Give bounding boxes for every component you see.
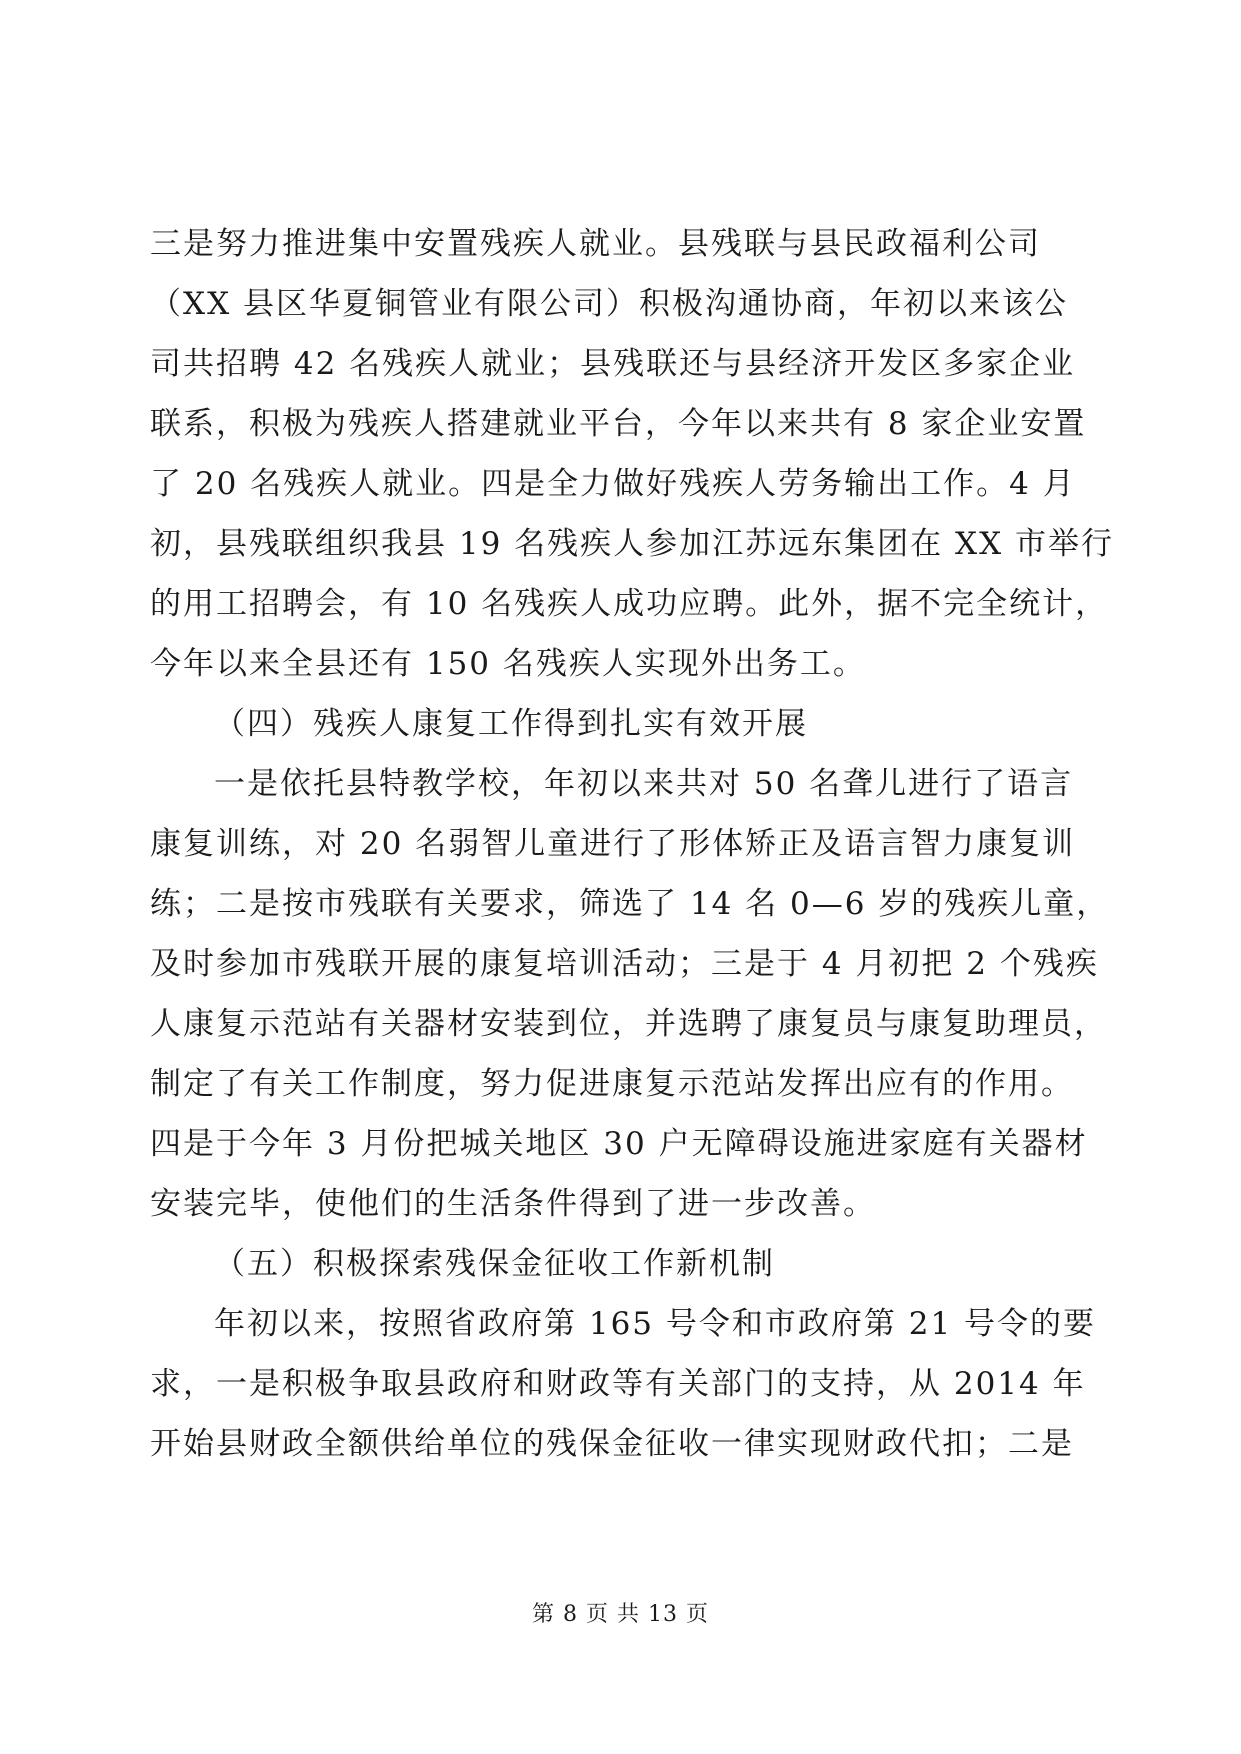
body-line: 今年以来全县还有 150 名残疾人实现外出务工。 <box>150 646 866 682</box>
body-line: 司共招聘 42 名残疾人就业；县残联还与县经济开发区多家企业 <box>150 346 1076 382</box>
body-line: 人康复示范站有关器材安装到位，并选聘了康复员与康复助理员， <box>150 1006 1107 1042</box>
body-line: 年初以来，按照省政府第 165 号令和市政府第 21 号令的要 <box>214 1306 1097 1342</box>
document-body <box>150 226 1114 1488</box>
body-line: 了 20 名残疾人就业。四是全力做好残疾人劳务输出工作。4 月 <box>150 466 1076 502</box>
body-line: 康复训练，对 20 名弱智儿童进行了形体矫正及语言智力康复训 <box>150 826 1076 862</box>
section-heading: （五）积极探索残保金征收工作新机制 <box>214 1246 775 1282</box>
body-line: （XX 县区华夏铜管业有限公司）积极沟通协商，年初以来该公 <box>150 286 1068 322</box>
body-line: 初，县残联组织我县 19 名残疾人参加江苏远东集团在 XX 市举行 <box>150 526 1114 562</box>
body-line: 开始县财政全额供给单位的残保金征收一律实现财政代扣；二是 <box>150 1426 1074 1462</box>
section-heading: （四）残疾人康复工作得到扎实有效开展 <box>214 706 808 742</box>
body-line: 安装完毕，使他们的生活条件得到了进一步改善。 <box>150 1186 876 1222</box>
body-line: 的用工招聘会，有 10 名残疾人成功应聘。此外，据不完全统计， <box>150 586 1109 622</box>
body-line: 及时参加市残联开展的康复培训活动；三是于 4 月初把 2 个残疾 <box>150 946 1099 982</box>
body-line: 一是依托县特教学校，年初以来共对 50 名聋儿进行了语言 <box>214 766 1074 802</box>
body-line: 求，一是积极争取县政府和财政等有关部门的支持，从 2014 年 <box>150 1366 1086 1402</box>
body-line: 四是于今年 3 月份把城关地区 30 户无障碍设施进家庭有关器材 <box>150 1126 1088 1162</box>
body-line: 联系，积极为残疾人搭建就业平台，今年以来共有 8 家企业安置 <box>150 406 1087 442</box>
body-line: 练；二是按市残联有关要求，筛选了 14 名 0—6 岁的残疾儿童， <box>150 886 1110 922</box>
body-line: 三是努力推进集中安置残疾人就业。县残联与县民政福利公司 <box>150 226 1041 262</box>
page-footer: 第 8 页 共 13 页 <box>532 1602 709 1627</box>
body-line: 制定了有关工作制度，努力促进康复示范站发挥出应有的作用。 <box>150 1066 1074 1102</box>
